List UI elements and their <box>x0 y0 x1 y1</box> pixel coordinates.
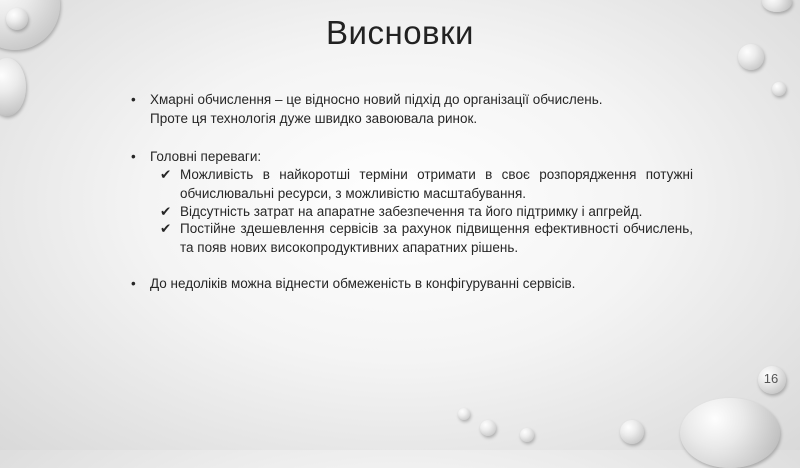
slide-title: Висновки <box>326 14 474 51</box>
bullet-text: Головні переваги: <box>150 149 262 164</box>
drop-icon <box>762 0 792 12</box>
advantage-text: Можливість в найкоротші терміни отримати в своє розпорядження потужні обчислювальні ресурси, з можливістю масштабування. <box>180 167 693 201</box>
advantage-text: Відсутність затрат на апаратне забезпечення та його підтримку і апгрейд. <box>180 204 643 219</box>
drop-icon <box>0 58 26 116</box>
drop-icon <box>520 428 534 442</box>
drop-icon <box>680 398 780 468</box>
bullet-icon: • <box>131 149 136 164</box>
page-number: 16 <box>763 371 779 386</box>
bullet-text: До недоліків можна віднести обмеженість в конфігуруванні сервісів. <box>150 276 576 291</box>
advantage-item <box>160 220 693 257</box>
check-icon: ✔ <box>160 221 172 236</box>
advantage-item <box>160 166 693 203</box>
bullet-icon: • <box>131 92 136 107</box>
check-icon: ✔ <box>160 167 172 182</box>
drop-icon <box>620 420 644 444</box>
bullet-icon: • <box>131 276 136 291</box>
drop-icon <box>480 420 496 436</box>
drop-icon <box>772 82 786 96</box>
bullet-text: Проте ця технологія дуже швидко завоювала ринок. <box>150 111 478 126</box>
advantage-text: Постійне здешевлення сервісів за рахунок підвищення ефективності обчислень, та появ нових високопродуктивних апаратних рішень. <box>180 221 693 255</box>
bullet-text: Хмарні обчислення – це відносно новий підхід до організації обчислень. <box>150 92 603 107</box>
drop-icon <box>458 408 470 420</box>
advantage-item <box>160 203 693 222</box>
check-icon: ✔ <box>160 204 172 219</box>
